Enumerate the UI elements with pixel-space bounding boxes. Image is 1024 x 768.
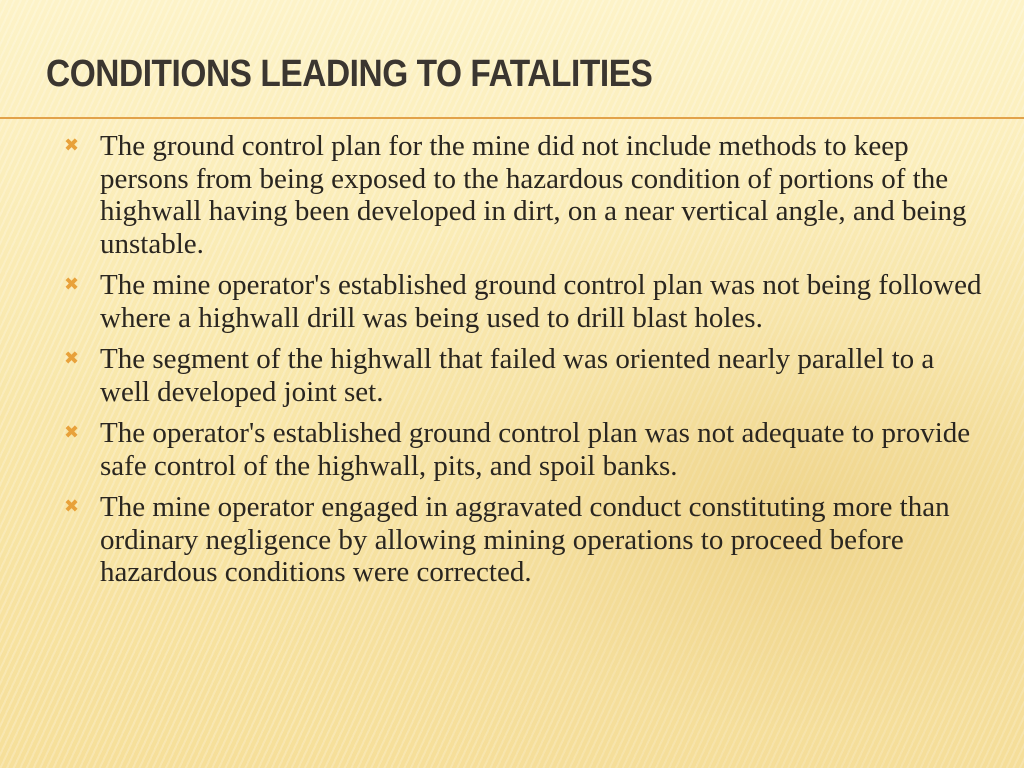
bullet-item [62, 417, 982, 482]
x-mark-icon: ✖ [64, 135, 80, 156]
bullet-text: The segment of the highwall that failed was oriented nearly parallel to a well developed joint set. [100, 343, 935, 408]
slide-title: CONDITIONS LEADING TO FATALITIES [46, 53, 653, 95]
title-divider [0, 117, 1024, 119]
bullet-item [62, 130, 982, 260]
bullet-text: The operator's established ground control plan was not adequate to provide safe control of the highwall, pits, and spoil banks. [100, 417, 971, 482]
bullet-item [62, 269, 982, 334]
bullet-list [62, 130, 982, 598]
bullet-text: The ground control plan for the mine did not include methods to keep persons from being exposed to the hazardous condition of portions of the highwall having been developed in dirt, on a near vertical angle, and being unstable. [100, 130, 967, 260]
bullet-text: The mine operator's established ground control plan was not being followed where a highwall drill was being used to drill blast holes. [100, 269, 982, 334]
bullet-text: The mine operator engaged in aggravated conduct constituting more than ordinary negligence by allowing mining operations to proceed before hazardous conditions were corrected. [100, 491, 950, 588]
x-mark-icon: ✖ [64, 348, 80, 369]
bullet-item [62, 491, 982, 589]
x-mark-icon: ✖ [64, 496, 80, 517]
bullet-item [62, 343, 982, 408]
x-mark-icon: ✖ [64, 274, 80, 295]
x-mark-icon: ✖ [64, 422, 80, 443]
